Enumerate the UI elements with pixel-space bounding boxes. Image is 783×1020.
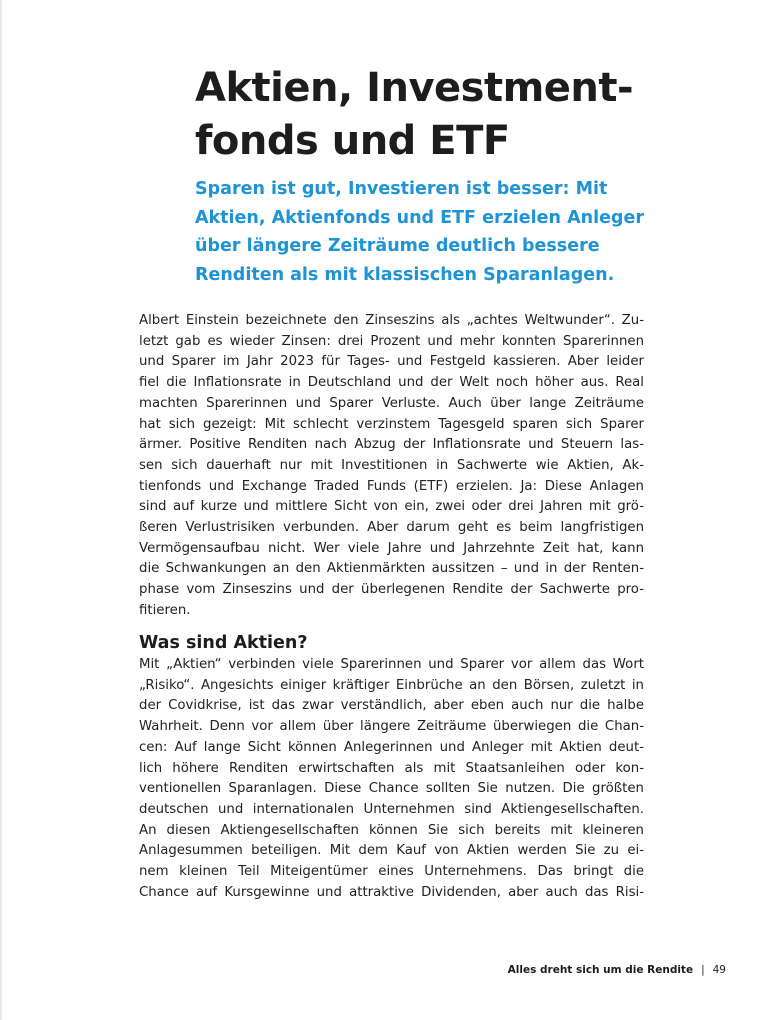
- text-line: und Sparer im Jahr 2023 für Tages- und Festgeld kassieren. Aber leider: [139, 354, 644, 370]
- text-line: Chance auf Kursgewinne und attraktive Dividenden, aber auch das Risi-: [139, 884, 644, 900]
- text-line: Vermögensaufbau nicht. Wer viele Jahre und Jahrzehnte Zeit hat, kann: [139, 540, 644, 556]
- text-line: deutschen und internationalen Unternehmen sind Aktiengesellschaften.: [139, 801, 644, 817]
- lead-line: Aktien, Aktienfonds und ETF erzielen Anleger: [195, 207, 644, 228]
- text-line: An diesen Aktiengesellschaften können Sie sich bereits mit kleineren: [139, 822, 644, 838]
- text-line: nem kleinen Teil Miteigentümer eines Unternehmens. Das bringt die: [139, 864, 644, 880]
- text-line: Albert Einstein bezeichnete den Zinseszins als „achtes Weltwunder“. Zu-: [139, 313, 644, 328]
- text-line: ßeren Verlustrisiken verbunden. Aber darum geht es beim langfristigen: [139, 520, 644, 536]
- text-line: „Risiko“. Angesichts einiger kräftiger Einbrüche an den Börsen, zuletzt in: [139, 677, 644, 693]
- title-line: fonds und ETF: [195, 118, 510, 164]
- page-title: [195, 62, 665, 168]
- text-line: lich höhere Renditen erwirtschaften als mit Staatsanleihen oder kon-: [139, 760, 644, 776]
- footer-separator: |: [701, 964, 705, 976]
- text-line: cen: Auf lange Sicht können Anlegerinnen und Anleger mit Aktien deut-: [139, 739, 644, 755]
- text-line: tienfonds und Exchange Traded Funds (ETF) erzielen. Ja: Diese Anlagen: [139, 478, 644, 494]
- section-heading: Was sind Aktien?: [139, 633, 308, 653]
- title-line: Aktien, Investment-: [195, 65, 634, 111]
- text-line: Anlagesummen beteiligen. Mit dem Kauf von Aktien werden Sie zu ei-: [139, 843, 644, 859]
- text-line: phase vom Zinseszins und der überlegenen Rendite der Sachwerte pro-: [139, 582, 644, 598]
- text-line: fitieren.: [139, 602, 191, 618]
- text-line: sind auf kurze und mittlere Sicht von ein, zwei oder drei Jahren mit grö-: [139, 499, 644, 515]
- page-number: 49: [712, 964, 726, 976]
- running-title: Alles dreht sich um die Rendite: [507, 964, 694, 976]
- body-paragraph-intro: [139, 311, 644, 622]
- text-line: hat sich gezeigt: Mit schlecht verzinstem Tagesgeld sparen sich Sparer: [139, 416, 644, 432]
- lead-paragraph: [195, 175, 655, 289]
- text-line: Wahrheit. Denn vor allem über längere Zeiträume überwiegen die Chan-: [139, 719, 644, 735]
- text-line: letzt gab es wieder Zinsen: drei Prozent und mehr konnten Sparerinnen: [139, 333, 644, 349]
- text-line: machten Sparerinnen und Sparer Verluste. Auch über lange Zeiträume: [139, 395, 644, 411]
- lead-line: Sparen ist gut, Investieren ist besser: Mit: [195, 179, 608, 199]
- body-paragraph-aktien: [139, 655, 644, 903]
- page-footer: [508, 964, 726, 976]
- lead-line: Renditen als mit klassischen Sparanlagen.: [195, 264, 615, 285]
- text-line: die Schwankungen an den Aktienmärkten aussitzen – und in der Renten-: [139, 561, 644, 577]
- text-line: fiel die Inflationsrate in Deutschland und der Welt noch höher aus. Real: [139, 375, 644, 391]
- text-line: sen sich dauerhaft nur mit Investitionen in Sachwerte wie Aktien, Ak-: [139, 457, 644, 473]
- text-line: ventionellen Sparanlagen. Diese Chance sollten Sie nutzen. Die größten: [139, 781, 644, 797]
- text-line: ärmer. Positive Renditen nach Abzug der Inflationsrate und Steuern las-: [139, 437, 644, 453]
- text-line: der Covidkrise, ist das zwar verständlich, aber eben auch nur die halbe: [139, 698, 644, 714]
- lead-line: über längere Zeiträume deutlich bessere: [195, 236, 600, 256]
- page-edge-divider: [0, 0, 2, 1020]
- text-line: Mit „Aktien“ verbinden viele Sparerinnen und Sparer vor allem das Wort: [139, 657, 644, 672]
